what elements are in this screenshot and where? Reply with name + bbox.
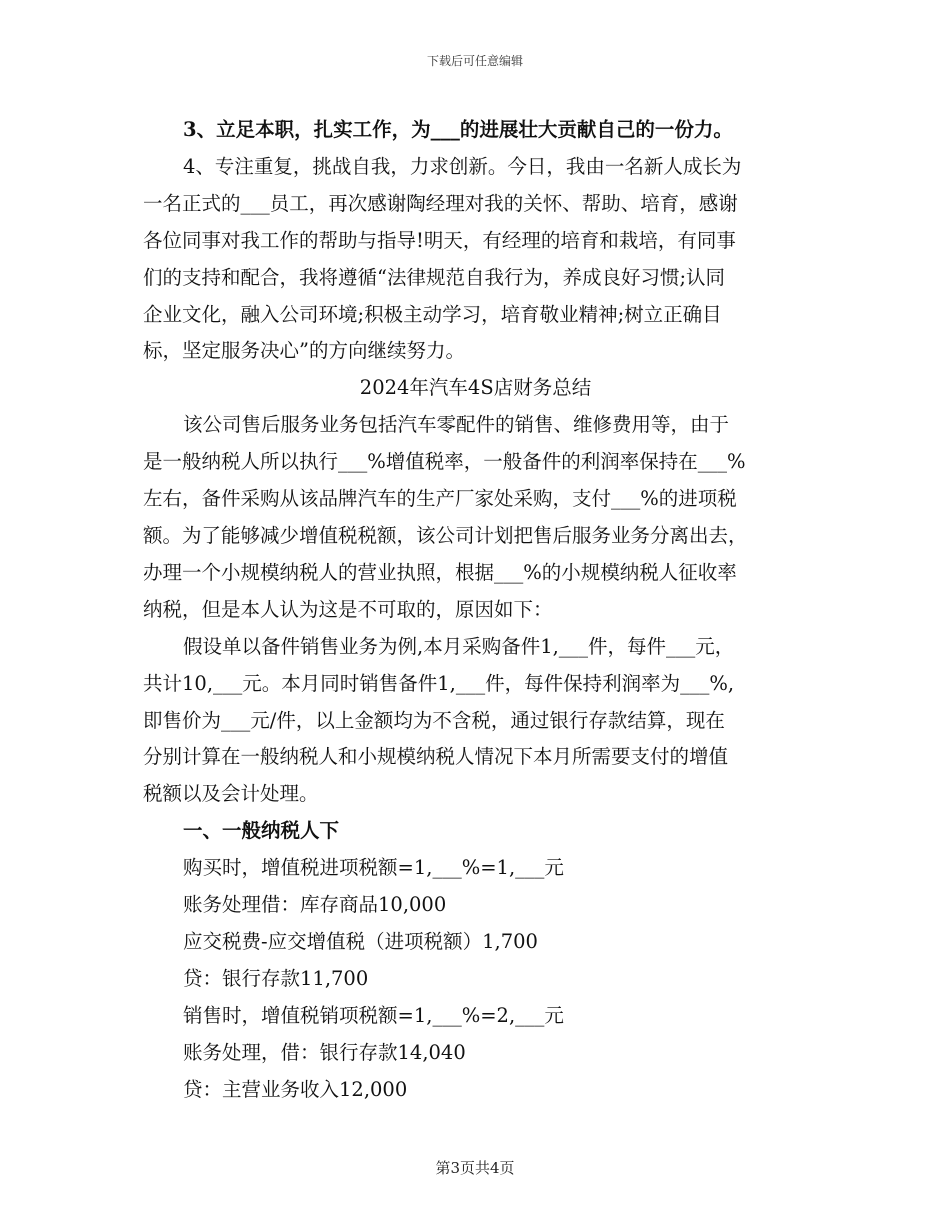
paragraph-line: 分别计算在一般纳税人和小规模纳税人情况下本月所需要支付的增值 xyxy=(143,745,729,769)
paragraph-line: 们的支持和配合，我将遵循“法律规范自我行为，养成良好习惯;认同 xyxy=(143,265,726,289)
paragraph-line: 左右，备件采购从该品牌汽车的生产厂家处采购，支付___%的进项税 xyxy=(143,487,737,511)
paragraph-line: 即售价为___元/件，以上金额均为不含税，通过银行存款结算，现在 xyxy=(143,708,725,732)
paragraph-line: 贷：主营业务收入12,000 xyxy=(183,1077,408,1101)
paragraph-line: 各位同事对我工作的帮助与指导!明天，有经理的培育和栽培，有同事 xyxy=(143,228,736,252)
subsection-heading: 一、一般纳税人下 xyxy=(183,819,340,843)
paragraph-line: 纳税，但是本人认为这是不可取的，原因如下： xyxy=(143,597,553,621)
section-title: 2024年汽车4S店财务总结 xyxy=(359,376,592,400)
paragraph-line: 4、专注重复，挑战自我，力求创新。今日，我由一名新人成长为 xyxy=(183,154,742,178)
paragraph-line: 账务处理，借：银行存款14,040 xyxy=(183,1040,466,1064)
paragraph-line: 额。为了能够减少增值税税额，该公司计划把售后服务业务分离出去， xyxy=(143,523,748,547)
paragraph-line: 应交税费-应交增值税（进项税额）1,700 xyxy=(183,929,538,953)
paragraph-line: 办理一个小规模纳税人的营业执照，根据___%的小规模纳税人征收率 xyxy=(143,560,737,584)
paragraph-line: 该公司售后服务业务包括汽车零配件的销售、维修费用等，由于 xyxy=(183,413,730,437)
paragraph-line: 购买时，增值税进项税额=1,___%=1,___元 xyxy=(183,856,564,880)
paragraph-line: 共计10,___元。本月同时销售备件1,___件，每件保持利润率为___%, xyxy=(143,671,735,695)
paragraph-line: 一名正式的___员工，再次感谢陶经理对我的关怀、帮助、培育，感谢 xyxy=(143,191,738,215)
page-footer: 第3页共4页 xyxy=(435,1159,515,1177)
page-header: 下载后可任意编辑 xyxy=(426,54,523,68)
paragraph-line: 账务处理借：库存商品10,000 xyxy=(183,893,447,917)
paragraph-line: 假设单以备件销售业务为例,本月采购备件1,___件，每件___元， xyxy=(183,634,735,658)
paragraph-line: 3、立足本职，扎实工作，为___的进展壮大贡献自己的一份力。 xyxy=(183,118,733,141)
document-body xyxy=(143,112,808,1108)
paragraph-line: 是一般纳税人所以执行___%增值税率，一般备件的利润率保持在___% xyxy=(143,450,746,474)
paragraph-line: 税额以及会计处理。 xyxy=(143,782,319,806)
paragraph-line: 企业文化，融入公司环境;积极主动学习，培育敬业精神;树立正确目 xyxy=(143,302,722,326)
paragraph-line: 标，坚定服务决心”的方向继续努力。 xyxy=(143,339,465,363)
paragraph-line: 贷：银行存款11,700 xyxy=(183,966,369,990)
paragraph-line: 销售时，增值税销项税额=1,___%=2,___元 xyxy=(183,1003,564,1027)
